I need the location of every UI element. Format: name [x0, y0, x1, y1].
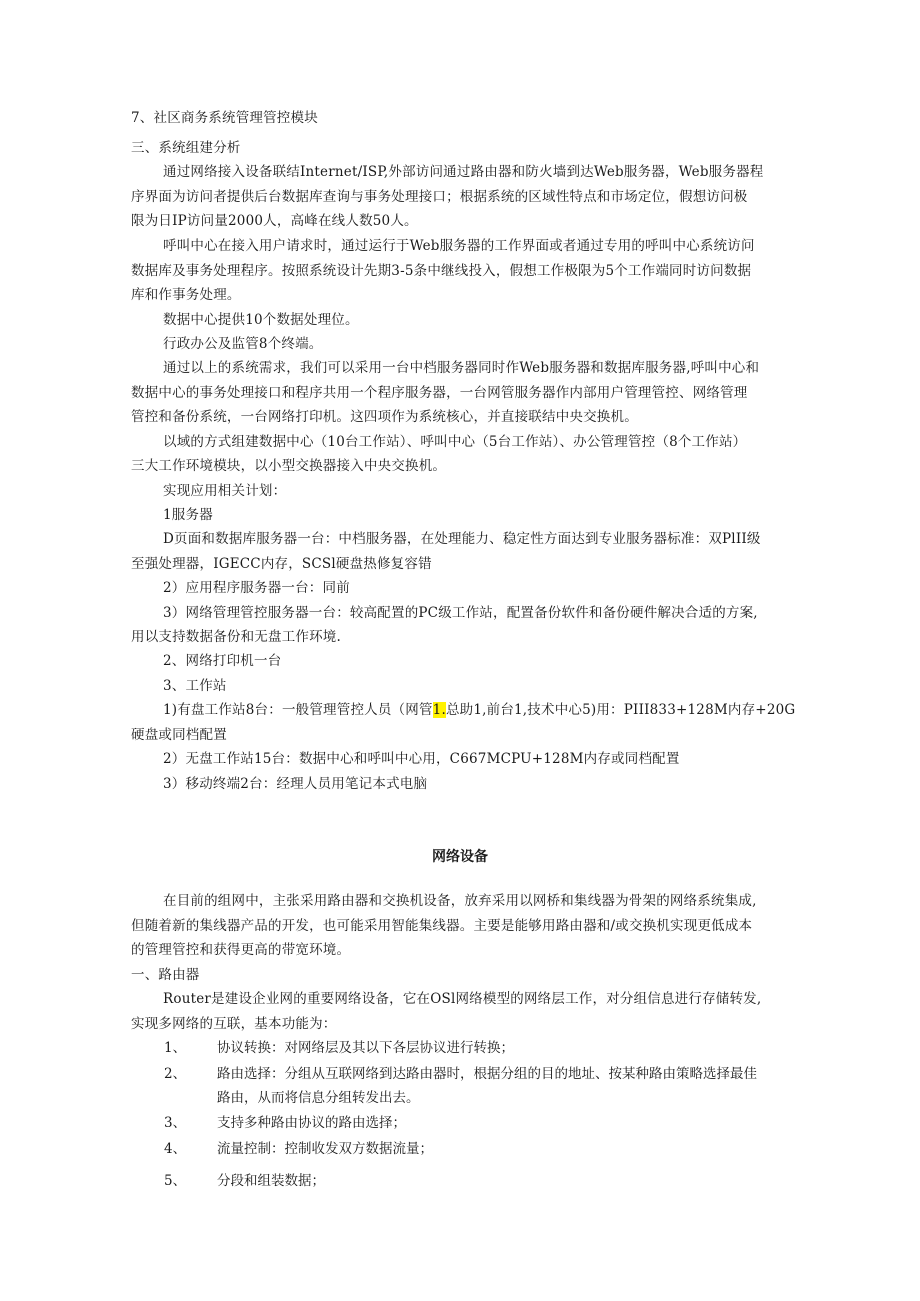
highlighted-text: 1.	[432, 702, 446, 718]
function-5-number: 5、	[164, 1173, 187, 1189]
para2-line1: 呼叫中心在接入用户请求时，通过运行于Web服务器的工作界面或者通过专用的呼叫中心系统访问	[163, 238, 755, 254]
para1-line2: 序界面为访问者提供后台数据库查询与事务处理接口；根据系统的区域性特点和市场定位，假想访问极	[131, 189, 748, 205]
para11-line2: 用以支持数据备份和无盘工作环境.	[131, 629, 341, 645]
para13: 3、工作站	[163, 678, 227, 694]
function-1-text: 协议转换：对网络层及其以下各层协议进行转换；	[217, 1040, 514, 1056]
router-heading: 一、路由器	[131, 967, 200, 983]
para8: 1服务器	[163, 507, 213, 523]
function-4-text: 流量控制：控制收发双方数据流量；	[217, 1141, 433, 1157]
function-2-text-line1: 路由选择：分组从互联网络到达路由器时，根据分组的目的地址、按某种路由策略选择最佳	[217, 1066, 757, 1082]
router-desc-line1: Router是建设企业网的重要网络设备，它在OSl网络模型的网络层工作，对分组信息进行存储转发,	[163, 991, 762, 1007]
function-4-number: 4、	[164, 1141, 187, 1157]
para5-line2: 数据中心的事务处理接口和程序共用一个程序服务器，一台网管服务器作内部用户管理管控、网络管理	[131, 385, 748, 401]
para6-line2: 三大工作环境模块，以小型交换器接入中央交换机。	[131, 458, 447, 474]
intro-line2: 但随着新的集线器产品的开发，也可能采用智能集线器。主要是能够用路由器和/或交换机实现更低成本	[131, 918, 753, 934]
para1-line1: 通过网络接入设备联结Internet/ISP,外部访问通过路由器和防火墙到达Web服务器，Web服务器程	[163, 164, 764, 180]
router-desc-line2: 实现多网络的互联，基本功能为：	[131, 1016, 337, 1032]
para14-line1	[163, 700, 795, 720]
para15: 2）无盘工作站15台：数据中心和呼叫中心用，C667MCPU+128M内存或同档配置	[163, 751, 680, 767]
para7: 实现应用相关计划：	[163, 483, 287, 499]
para4: 行政办公及监管8个终端。	[163, 336, 323, 352]
para3: 数据中心提供10个数据处理位。	[163, 312, 359, 328]
para9-line2: 至强处理器，IGECC内存，SCSl硬盘热修复容错	[131, 556, 432, 572]
para12: 2、网络打印机一台	[163, 653, 282, 669]
para14-text-pre: 1)有盘工作站8台：一般管理管控人员（网管	[163, 702, 433, 718]
para16: 3）移动终端2台：经理人员用笔记本式电脑	[163, 776, 428, 792]
item-7-line: 7、社区商务系统管理管控模块	[131, 110, 318, 126]
section-title: 网络设备	[432, 849, 488, 865]
intro-line3: 的管理管控和获得更高的带宽环境。	[131, 942, 351, 958]
para5-line3: 管控和备份系统，一台网络打印机。这四项作为系统核心，并直接联结中央交换机。	[131, 409, 638, 425]
function-1-number: 1、	[164, 1040, 187, 1056]
para1-line3: 限为日IP访问量2000人，高峰在线人数50人。	[131, 213, 418, 229]
function-3-number: 3、	[164, 1115, 187, 1131]
intro-line1: 在目前的组网中，主张采用路由器和交换机设备，放弃采用以网桥和集线器为骨架的网络系统集成,	[163, 893, 757, 909]
function-5-text: 分段和组装数据；	[217, 1173, 325, 1189]
para14-line2: 硬盘或同档配置	[131, 727, 227, 743]
para2-line3: 库和作事务处理。	[131, 287, 241, 303]
para9-line1: D页面和数据库服务器一台：中档服务器，在处理能力、稳定性方面达到专业服务器标准：双PlII级	[163, 531, 761, 547]
function-2-text-line2: 路由，从而将信息分组转发出去。	[217, 1090, 420, 1106]
section-heading-3: 三、系统组建分析	[131, 140, 241, 156]
para6-line1: 以域的方式组建数据中心（10台工作站）、呼叫中心（5台工作站）、办公管理管控（8个工作站）	[163, 434, 747, 450]
para14-text-post: 总助1,前台1,技术中心5)用：PIII833+128M内存+20G	[445, 702, 796, 718]
function-3-text: 支持多种路由协议的路由选择；	[217, 1115, 406, 1131]
para11-line1: 3）网络管理管控服务器一台：较高配置的PC级工作站，配置备份软件和备份硬件解决合适的方案,	[163, 605, 758, 621]
para2-line2: 数据库及事务处理程序。按照系统设计先期3-5条中继线投入，假想工作极限为5个工作端同时访问数据	[131, 263, 752, 279]
para5-line1: 通过以上的系统需求，我们可以采用一台中档服务器同时作Web服务器和数据库服务器,呼叫中心和	[163, 360, 760, 376]
para10: 2）应用程序服务器一台：同前	[163, 580, 350, 596]
function-2-number: 2、	[164, 1066, 187, 1082]
